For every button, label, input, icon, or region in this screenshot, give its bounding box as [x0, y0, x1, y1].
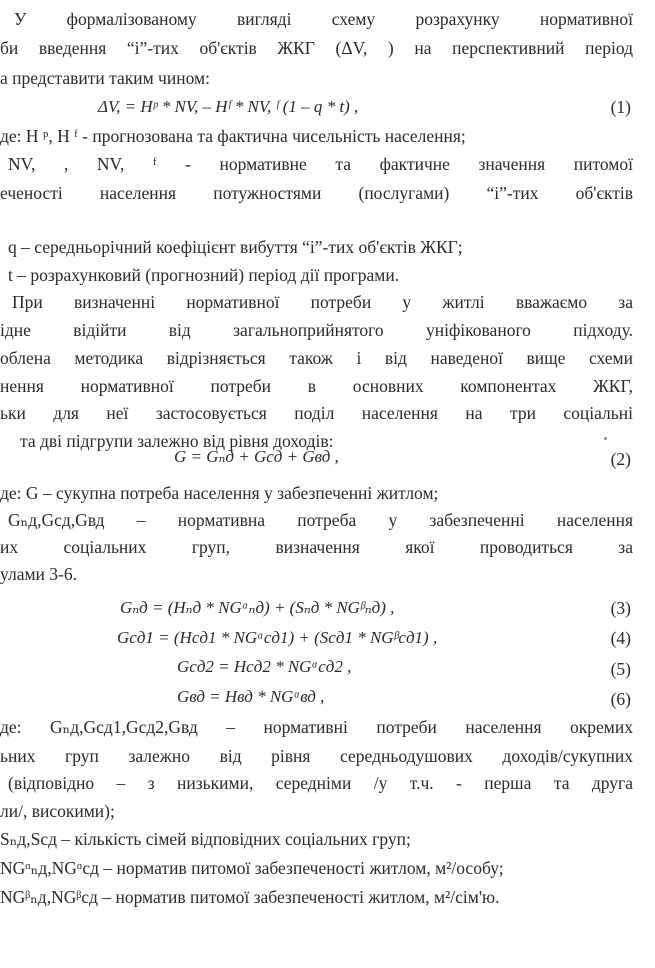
text-line: NGᵝₙд,NGᵝсд – норматив питомої забезпеченості житлом, м²/сім'ю.	[0, 887, 500, 907]
text-line: облена методика відрізняється також і від наведеної вище схеми	[0, 348, 633, 368]
text-line: При визначенні нормативної потреби у житлі вважаємо за	[12, 292, 633, 312]
equation-4: Gсд1 = (Hсд1 * NGᵅсд1) + (Sсд1 * NGᵝсд1) ,	[117, 628, 438, 647]
equation-number: (6)	[610, 689, 631, 709]
text-line: улами 3-6.	[0, 564, 77, 584]
text-line: q – середньорічний коефіцієнт вибуття “i”-тих об'єктів ЖКГ;	[8, 237, 463, 257]
equation-1: ΔV, = Hᵖ * NV, – Hᶠ * NV, ᶠ (1 – q * t) ,	[98, 97, 359, 116]
text-line: та дві підгрупи залежно від рівня доходів:	[20, 431, 334, 451]
equation-2: G = Gₙд + Gсд + Gвд ,	[174, 447, 339, 466]
equation-number: (3)	[610, 598, 631, 618]
equation-number: (4)	[610, 628, 631, 648]
text-line: ьних груп залежно від рівня середньодушових доходів/сукупних	[0, 746, 633, 766]
speck-mark	[604, 437, 607, 440]
equation-5: Gсд2 = Hсд2 * NGᵅсд2 ,	[177, 657, 352, 676]
text-line: а представити таким чином:	[0, 68, 210, 88]
text-line: ли/, високими);	[0, 801, 115, 821]
text-line: нення нормативної потреби в основних компонентах ЖКГ,	[0, 376, 633, 396]
text-line: ідне відійти від загальноприйнятого уніфікованого підходу.	[0, 320, 633, 340]
text-line: де: H ᵖ, H ᶠ - прогнозована та фактична чисельність населення;	[0, 126, 466, 146]
text-line: их соціальних груп, визначення якої проводиться за	[0, 537, 633, 557]
equation-6: Gвд = Hвд * NGᵅвд ,	[177, 687, 325, 706]
text-line: би введення “i”-тих об'єктів ЖКГ (ΔV, ) на перспективний період	[0, 38, 633, 58]
equation-number: (5)	[610, 659, 631, 679]
text-line: Sₙд,Sсд – кількість сімей відповідних соціальних груп;	[0, 829, 411, 849]
equation-number: (1)	[610, 97, 631, 117]
text-line: де: Gₙд,Gсд1,Gсд2,Gвд – нормативні потреби населення окремих	[0, 717, 633, 737]
text-line: У формалізованому вигляді схему розрахунку нормативної	[14, 9, 633, 29]
text-line: NGᵅₙд,NGᵅсд – норматив питомої забезпеченості житлом, м²/особу;	[0, 858, 504, 878]
text-line: еченості населення потужностями (послугами) “i”-тих об'єктів	[0, 183, 633, 203]
equation-3: Gₙд = (Hₙд * NGᵅₙд) + (Sₙд * NGᵝₙд) ,	[120, 598, 395, 617]
text-line: ьки для неї застосовується поділ населення на три соціальні	[0, 403, 633, 423]
text-line: t – розрахунковий (прогнозний) період дії програми.	[8, 265, 400, 285]
text-line: де: G – сукупна потреба населення у забезпеченні житлом;	[0, 483, 439, 503]
text-line: (відповідно – з низькими, середніми /у т.ч. - перша та друга	[8, 773, 633, 793]
text-line: Gₙд,Gсд,Gвд – нормативна потреба у забезпеченні населення	[8, 510, 633, 530]
text-line: NV, , NV, ᶠ - нормативне та фактичне значення питомої	[8, 154, 633, 174]
equation-number: (2)	[610, 449, 631, 469]
